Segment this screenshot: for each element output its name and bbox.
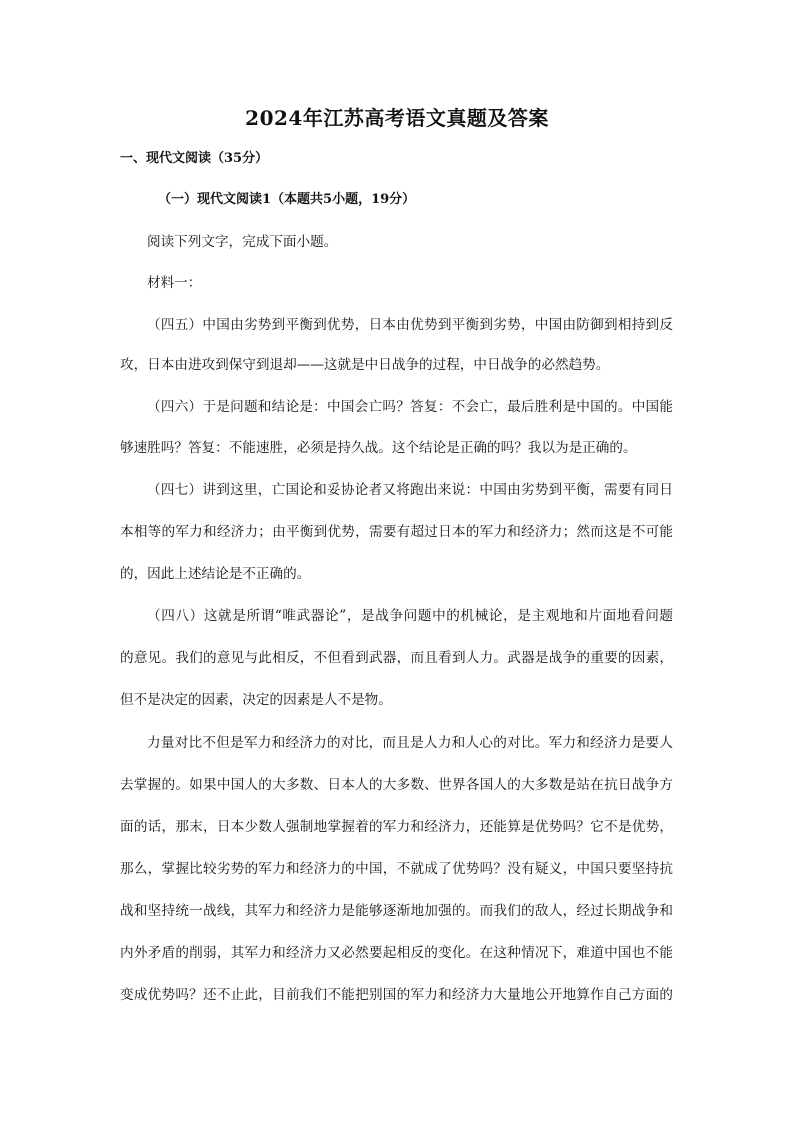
- paragraph-line: 攻，日本由进攻到保守到退却——这就是中日战争的过程，中日战争的必然趋势。: [120, 357, 610, 373]
- material-label: 材料一：: [147, 275, 202, 291]
- paragraph-line: 够速胜吗？答复：不能速胜，必须是持久战。这个结论是正确的吗？我以为是正确的。: [120, 440, 637, 456]
- subsection-heading: （一）现代文阅读1（本题共5小题，19分）: [158, 192, 416, 207]
- page-title: 2024年江苏高考语文真题及答案: [245, 106, 549, 130]
- paragraph-line: （四六）于是问题和结论是：中国会亡吗？答复：不会亡，最后胜利是中国的。中国能: [147, 399, 673, 415]
- paragraph-line: （四五）中国由劣势到平衡到优势，日本由优势到平衡到劣势，中国由防御到相持到反: [147, 317, 673, 333]
- paragraph-line: 的意见。我们的意见与此相反，不但看到武器，而且看到人力。武器是战争的重要的因素，: [120, 650, 673, 666]
- paragraph-line: 但不是决定的因素，决定的因素是人不是物。: [120, 692, 392, 708]
- paragraph-line: 去掌握的。如果中国人的大多数、日本人的大多数、世界各国人的大多数是站在抗日战争方: [120, 777, 673, 793]
- paragraph-line: （四八）这就是所谓“唯武器论”，是战争问题中的机械论，是主观地和片面地看问题: [147, 608, 673, 624]
- paragraph-line: 那么，掌握比较劣势的军力和经济力的中国，不就成了优势吗？没有疑义，中国只要坚持抗: [120, 861, 673, 877]
- paragraph-line: 力量对比不但是军力和经济力的对比，而且是人力和人心的对比。军力和经济力是要人: [147, 735, 673, 751]
- paragraph-line: 的，因此上述结论是不正确的。: [120, 566, 311, 582]
- paragraph-line: 变成优势吗？还不止此，目前我们不能把别国的军力和经济力大量地公开地算作自己方面的: [120, 987, 673, 1003]
- paragraph-line: （四七）讲到这里，亡国论和妥协论者又将跑出来说：中国由劣势到平衡，需要有同日: [147, 482, 673, 498]
- paragraph-line: 本相等的军力和经济力；由平衡到优势，需要有超过日本的军力和经济力；然而这是不可能: [120, 524, 673, 540]
- paragraph-line: 战和坚持统一战线，其军力和经济力是能够逐渐地加强的。而我们的敌人，经过长期战争和: [120, 903, 673, 919]
- paragraph-line: 内外矛盾的削弱，其军力和经济力又必然要起相反的变化。在这种情况下，难道中国也不能: [120, 945, 673, 961]
- instruction-text: 阅读下列文字，完成下面小题。: [147, 234, 338, 250]
- section-heading: 一、现代文阅读（35分）: [120, 151, 269, 166]
- paragraph-line: 面的话，那末，日本少数人强制地掌握着的军力和经济力，还能算是优势吗？它不是优势，: [120, 819, 673, 835]
